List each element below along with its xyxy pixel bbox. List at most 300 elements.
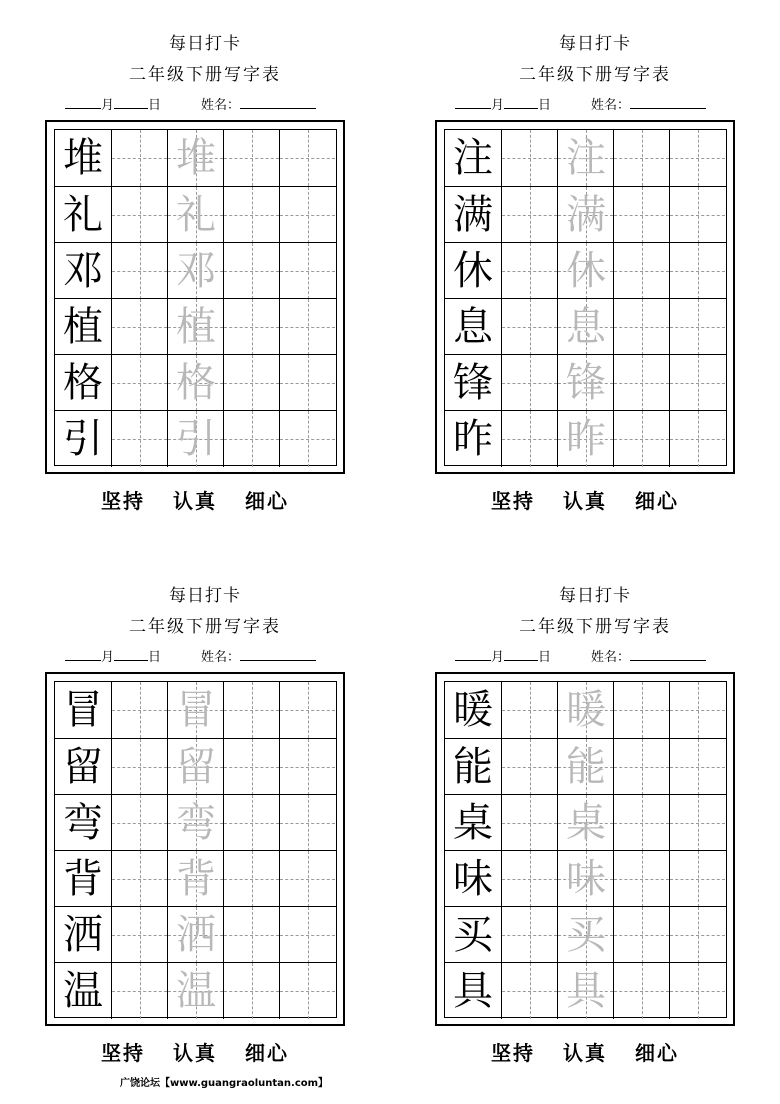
day-label: 日 (148, 98, 162, 113)
trace-cell (557, 355, 613, 411)
trace-cell (167, 739, 223, 795)
practice-cell[interactable] (279, 739, 335, 795)
month-label: 月 (101, 650, 115, 665)
model-cell (55, 851, 111, 907)
practice-cell[interactable] (111, 243, 167, 299)
grid-row (55, 242, 336, 298)
model-character: 买 (453, 912, 493, 958)
trace-cell (557, 851, 613, 907)
guide-line (224, 158, 279, 159)
model-character: 冒 (63, 687, 103, 733)
practice-cell[interactable] (279, 411, 335, 467)
guide-line (224, 767, 279, 768)
card-title: 每日打卡 (169, 586, 241, 606)
practice-cell[interactable] (223, 739, 279, 795)
practice-cell[interactable] (613, 739, 669, 795)
practice-cell[interactable] (669, 299, 725, 355)
model-cell (445, 243, 501, 299)
model-cell (445, 795, 501, 851)
practice-cell[interactable] (111, 851, 167, 907)
model-character: 留 (63, 744, 103, 790)
guide-line (502, 439, 557, 440)
grid-row (445, 738, 726, 794)
practice-cell[interactable] (111, 187, 167, 243)
trace-cell (557, 187, 613, 243)
motto-word: 细心 (635, 489, 679, 513)
practice-cell[interactable] (223, 130, 279, 186)
guide-line (614, 879, 669, 880)
model-cell (445, 739, 501, 795)
practice-cell[interactable] (613, 682, 669, 738)
motto-word: 坚持 (491, 489, 535, 513)
practice-cell[interactable] (669, 795, 725, 851)
practice-cell[interactable] (501, 355, 557, 411)
grid-row (55, 682, 336, 738)
practice-cell[interactable] (669, 963, 725, 1019)
guide-line (614, 823, 669, 824)
practice-cell[interactable] (501, 411, 557, 467)
model-cell (445, 907, 501, 963)
guide-line (112, 935, 167, 936)
guide-line (614, 935, 669, 936)
trace-character: 满 (566, 192, 606, 238)
practice-cell[interactable] (501, 243, 557, 299)
practice-cell[interactable] (613, 243, 669, 299)
practice-cell[interactable] (111, 907, 167, 963)
grid-row (445, 354, 726, 410)
guide-line (502, 823, 557, 824)
practice-card (435, 32, 755, 552)
trace-character: 桌 (566, 800, 606, 846)
writing-grid-frame (435, 120, 735, 474)
motto (435, 1038, 735, 1068)
guide-line (224, 879, 279, 880)
guide-line (502, 383, 557, 384)
practice-card (45, 32, 365, 552)
practice-cell[interactable] (111, 299, 167, 355)
practice-cell[interactable] (669, 682, 725, 738)
model-character: 礼 (63, 192, 103, 238)
trace-cell (167, 243, 223, 299)
practice-cell[interactable] (223, 682, 279, 738)
model-character: 堆 (63, 135, 103, 181)
grid-row (55, 130, 336, 186)
day-blank[interactable] (114, 647, 148, 661)
trace-cell (167, 130, 223, 186)
trace-character: 堆 (176, 135, 216, 181)
practice-cell[interactable] (613, 355, 669, 411)
guide-line (112, 767, 167, 768)
guide-line (280, 271, 335, 272)
guide-line (614, 439, 669, 440)
model-character: 锋 (453, 360, 493, 406)
motto-word: 坚持 (491, 1041, 535, 1065)
trace-cell (167, 187, 223, 243)
card-subtitle: 二年级下册写字表 (519, 617, 671, 637)
writing-grid (444, 129, 727, 466)
guide-line (280, 158, 335, 159)
trace-cell (167, 851, 223, 907)
name-label: 姓名： (201, 650, 241, 665)
guide-line (280, 215, 335, 216)
model-cell (55, 682, 111, 738)
trace-cell (167, 355, 223, 411)
practice-cell[interactable] (501, 851, 557, 907)
practice-cell[interactable] (111, 411, 167, 467)
motto-word: 细心 (245, 1041, 289, 1065)
guide-line (280, 710, 335, 711)
guide-line (614, 327, 669, 328)
grid-row (55, 298, 336, 354)
practice-cell[interactable] (279, 355, 335, 411)
motto-word: 认真 (563, 1041, 607, 1065)
trace-character: 留 (176, 744, 216, 790)
practice-cell[interactable] (279, 963, 335, 1019)
practice-cell[interactable] (669, 187, 725, 243)
guide-line (670, 823, 725, 824)
date-name-line (65, 647, 365, 669)
day-blank[interactable] (504, 95, 538, 109)
model-character: 温 (63, 968, 103, 1014)
guide-line (112, 879, 167, 880)
practice-cell[interactable] (223, 907, 279, 963)
model-cell (55, 130, 111, 186)
guide-line (112, 327, 167, 328)
grid-row (445, 130, 726, 186)
card-subtitle: 二年级下册写字表 (129, 617, 281, 637)
guide-line (670, 879, 725, 880)
practice-cell[interactable] (669, 411, 725, 467)
guide-line (670, 767, 725, 768)
trace-character: 休 (566, 248, 606, 294)
grid-row (55, 410, 336, 466)
guide-line (224, 991, 279, 992)
trace-cell (167, 299, 223, 355)
motto-word: 认真 (563, 489, 607, 513)
guide-line (280, 383, 335, 384)
practice-cell[interactable] (669, 851, 725, 907)
practice-cell[interactable] (111, 355, 167, 411)
practice-cell[interactable] (279, 907, 335, 963)
guide-line (502, 158, 557, 159)
date-name-line (455, 95, 755, 117)
guide-line (670, 271, 725, 272)
writing-grid-frame (45, 672, 345, 1026)
guide-line (280, 327, 335, 328)
practice-cell[interactable] (501, 907, 557, 963)
month-blank[interactable] (65, 95, 101, 109)
practice-cell[interactable] (501, 682, 557, 738)
grid-row (445, 906, 726, 962)
guide-line (112, 271, 167, 272)
motto-word: 坚持 (101, 489, 145, 513)
day-blank[interactable] (114, 95, 148, 109)
practice-cell[interactable] (613, 907, 669, 963)
practice-cell[interactable] (501, 739, 557, 795)
name-label: 姓名： (591, 650, 631, 665)
card-title: 每日打卡 (559, 34, 631, 54)
model-character: 格 (63, 360, 103, 406)
month-blank[interactable] (455, 95, 491, 109)
model-cell (55, 187, 111, 243)
trace-character: 洒 (176, 912, 216, 958)
model-cell (55, 299, 111, 355)
model-character: 背 (63, 856, 103, 902)
guide-line (670, 991, 725, 992)
model-cell (55, 243, 111, 299)
trace-character: 具 (566, 968, 606, 1014)
guide-line (614, 767, 669, 768)
name-blank[interactable] (240, 647, 316, 661)
guide-line (670, 215, 725, 216)
model-cell (55, 739, 111, 795)
trace-cell (557, 795, 613, 851)
trace-cell (557, 963, 613, 1019)
model-cell (55, 795, 111, 851)
grid-row (445, 682, 726, 738)
trace-cell (167, 795, 223, 851)
trace-character: 味 (566, 856, 606, 902)
model-character: 植 (63, 304, 103, 350)
practice-cell[interactable] (669, 355, 725, 411)
practice-cell[interactable] (279, 795, 335, 851)
model-character: 弯 (63, 800, 103, 846)
practice-cell[interactable] (223, 411, 279, 467)
model-cell (55, 963, 111, 1019)
model-character: 洒 (63, 912, 103, 958)
trace-cell (557, 130, 613, 186)
guide-line (670, 439, 725, 440)
practice-cell[interactable] (279, 682, 335, 738)
trace-character: 昨 (566, 416, 606, 462)
practice-cell[interactable] (223, 299, 279, 355)
name-blank[interactable] (630, 647, 706, 661)
month-label: 月 (101, 98, 115, 113)
month-label: 月 (491, 98, 505, 113)
name-blank[interactable] (240, 95, 316, 109)
model-character: 味 (453, 856, 493, 902)
trace-character: 息 (566, 304, 606, 350)
guide-line (670, 158, 725, 159)
practice-cell[interactable] (613, 187, 669, 243)
writing-grid (54, 129, 337, 466)
practice-cell[interactable] (223, 243, 279, 299)
guide-line (112, 439, 167, 440)
practice-cell[interactable] (111, 963, 167, 1019)
trace-character: 买 (566, 912, 606, 958)
guide-line (502, 935, 557, 936)
day-blank[interactable] (504, 647, 538, 661)
practice-cell[interactable] (279, 299, 335, 355)
motto-word: 细心 (635, 1041, 679, 1065)
guide-line (112, 215, 167, 216)
name-label: 姓名： (201, 98, 241, 113)
grid-row (445, 410, 726, 466)
guide-line (224, 383, 279, 384)
model-character: 桌 (453, 800, 493, 846)
model-character: 注 (453, 135, 493, 181)
guide-line (112, 158, 167, 159)
practice-cell[interactable] (279, 851, 335, 907)
trace-character: 背 (176, 856, 216, 902)
trace-character: 锋 (566, 360, 606, 406)
trace-character: 弯 (176, 800, 216, 846)
guide-line (280, 935, 335, 936)
guide-line (224, 327, 279, 328)
trace-character: 冒 (176, 687, 216, 733)
grid-row (55, 850, 336, 906)
writing-grid-frame (45, 120, 345, 474)
card-subtitle: 二年级下册写字表 (129, 65, 281, 85)
practice-cell[interactable] (613, 299, 669, 355)
guide-line (280, 991, 335, 992)
guide-line (502, 767, 557, 768)
guide-line (224, 710, 279, 711)
guide-line (280, 767, 335, 768)
date-name-line (65, 95, 365, 117)
model-cell (55, 907, 111, 963)
trace-character: 邓 (176, 248, 216, 294)
footer-watermark: 广饶论坛【www.guangraoluntan.com】 (120, 1078, 329, 1089)
motto (45, 486, 345, 516)
model-cell (445, 299, 501, 355)
practice-cell[interactable] (111, 795, 167, 851)
guide-line (112, 991, 167, 992)
card-title: 每日打卡 (559, 586, 631, 606)
writing-grid (54, 681, 337, 1018)
practice-cell[interactable] (279, 130, 335, 186)
name-blank[interactable] (630, 95, 706, 109)
trace-character: 礼 (176, 192, 216, 238)
guide-line (224, 271, 279, 272)
practice-cell[interactable] (111, 739, 167, 795)
model-character: 满 (453, 192, 493, 238)
practice-cell[interactable] (669, 739, 725, 795)
guide-line (502, 991, 557, 992)
motto-word: 认真 (173, 1041, 217, 1065)
trace-character: 格 (176, 360, 216, 406)
model-cell (445, 130, 501, 186)
guide-line (670, 710, 725, 711)
month-blank[interactable] (455, 647, 491, 661)
grid-row (55, 962, 336, 1018)
motto-word: 细心 (245, 489, 289, 513)
practice-cell[interactable] (613, 411, 669, 467)
trace-cell (557, 682, 613, 738)
practice-cell[interactable] (501, 299, 557, 355)
grid-row (445, 298, 726, 354)
practice-cell[interactable] (223, 187, 279, 243)
model-cell (55, 355, 111, 411)
guide-line (614, 710, 669, 711)
guide-line (280, 879, 335, 880)
name-label: 姓名： (591, 98, 631, 113)
practice-card (435, 584, 755, 1104)
trace-character: 暖 (566, 687, 606, 733)
practice-cell[interactable] (669, 907, 725, 963)
trace-cell (557, 243, 613, 299)
practice-cell[interactable] (223, 355, 279, 411)
card-title: 每日打卡 (169, 34, 241, 54)
guide-line (224, 439, 279, 440)
guide-line (670, 327, 725, 328)
guide-line (614, 383, 669, 384)
practice-cell[interactable] (613, 851, 669, 907)
trace-character: 能 (566, 744, 606, 790)
guide-line (112, 823, 167, 824)
month-blank[interactable] (65, 647, 101, 661)
trace-cell (557, 739, 613, 795)
guide-line (614, 215, 669, 216)
model-character: 具 (453, 968, 493, 1014)
model-cell (445, 682, 501, 738)
practice-cell[interactable] (279, 187, 335, 243)
motto (435, 486, 735, 516)
grid-row (445, 794, 726, 850)
guide-line (280, 439, 335, 440)
guide-line (112, 710, 167, 711)
practice-cell[interactable] (501, 963, 557, 1019)
practice-cell[interactable] (223, 795, 279, 851)
guide-line (224, 823, 279, 824)
grid-row (445, 242, 726, 298)
trace-cell (557, 411, 613, 467)
model-cell (55, 411, 111, 467)
practice-cell[interactable] (501, 187, 557, 243)
model-cell (445, 187, 501, 243)
motto-word: 坚持 (101, 1041, 145, 1065)
trace-cell (557, 907, 613, 963)
trace-character: 引 (176, 416, 216, 462)
grid-row (55, 906, 336, 962)
practice-cell[interactable] (223, 851, 279, 907)
guide-line (502, 271, 557, 272)
motto-word: 认真 (173, 489, 217, 513)
grid-row (55, 354, 336, 410)
writing-grid (444, 681, 727, 1018)
model-cell (445, 963, 501, 1019)
guide-line (112, 383, 167, 384)
day-label: 日 (538, 650, 552, 665)
model-character: 能 (453, 744, 493, 790)
practice-cell[interactable] (613, 130, 669, 186)
practice-card (45, 584, 365, 1104)
practice-cell[interactable] (613, 963, 669, 1019)
model-character: 暖 (453, 687, 493, 733)
model-character: 邓 (63, 248, 103, 294)
practice-cell[interactable] (669, 130, 725, 186)
trace-cell (167, 907, 223, 963)
guide-line (224, 935, 279, 936)
guide-line (670, 383, 725, 384)
trace-character: 注 (566, 135, 606, 181)
motto (45, 1038, 345, 1068)
practice-cell[interactable] (223, 963, 279, 1019)
practice-cell[interactable] (613, 795, 669, 851)
grid-row (55, 794, 336, 850)
practice-cell[interactable] (279, 243, 335, 299)
practice-cell[interactable] (501, 130, 557, 186)
practice-cell[interactable] (669, 243, 725, 299)
date-name-line (455, 647, 755, 669)
practice-cell[interactable] (501, 795, 557, 851)
practice-cell[interactable] (111, 130, 167, 186)
model-character: 引 (63, 416, 103, 462)
grid-row (445, 850, 726, 906)
practice-cell[interactable] (111, 682, 167, 738)
guide-line (502, 327, 557, 328)
month-label: 月 (491, 650, 505, 665)
